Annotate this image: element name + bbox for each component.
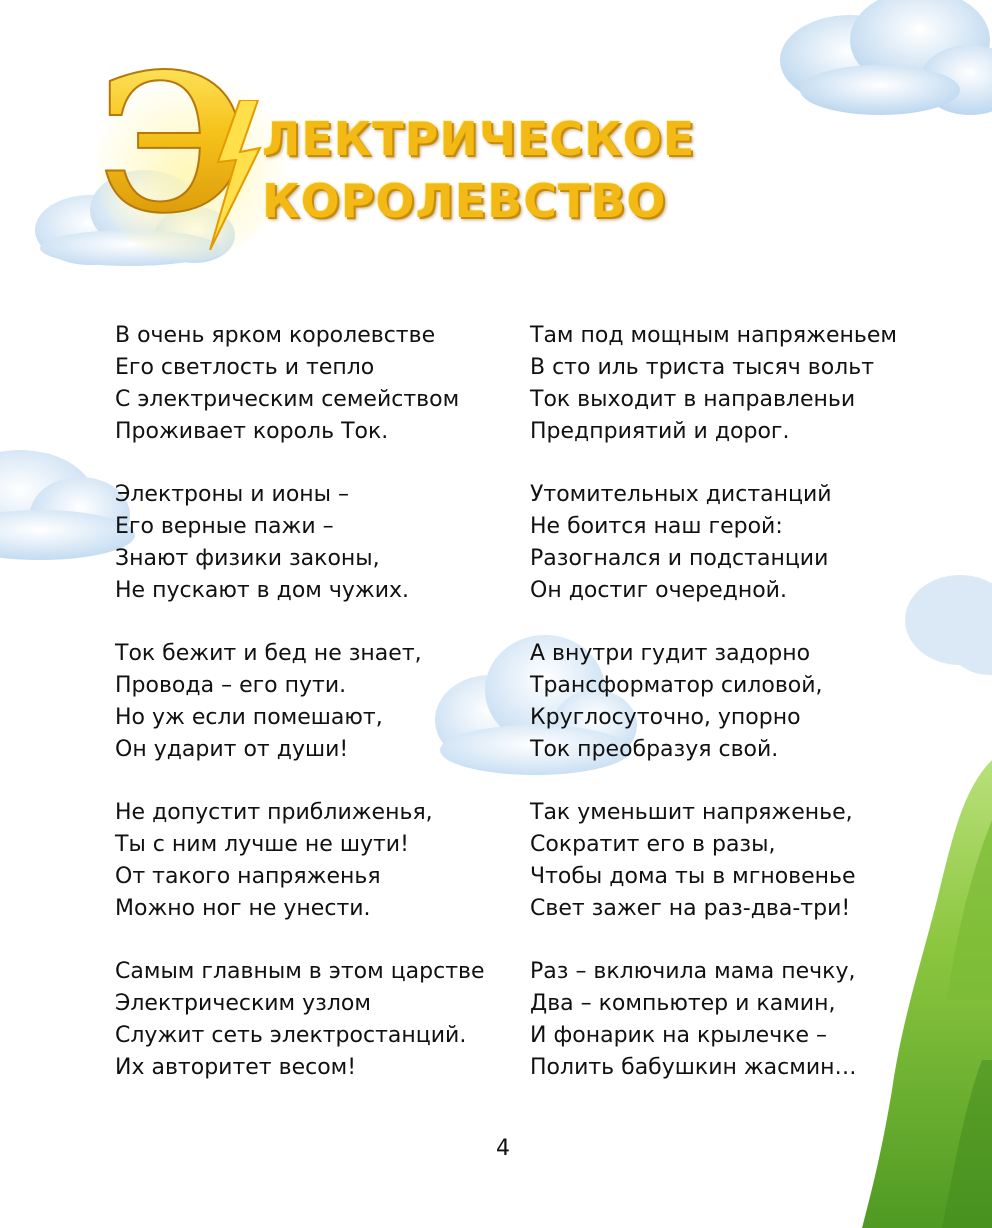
- cloud-icon: [770, 0, 992, 120]
- poem-line: Можно ног не унести.: [115, 896, 371, 921]
- stanza: [530, 797, 930, 925]
- poem-line: Ток выходит в направленьи: [530, 387, 856, 412]
- poem-line: Разогнался и подстанции: [530, 546, 829, 571]
- stanza: [115, 956, 515, 1084]
- title-line-1: ЛЕКТРИЧЕСКОЕ: [262, 112, 696, 166]
- stanza: [530, 320, 930, 448]
- poem-line: Сократит его в разы,: [530, 832, 776, 857]
- stanza: [115, 479, 515, 607]
- poem-line: Ты с ним лучше не шути!: [115, 832, 409, 857]
- lightning-icon: [200, 100, 270, 250]
- poem-line: Свет зажег на раз-два-три!: [530, 896, 851, 921]
- poem-line: Электроны и ионы –: [115, 482, 350, 507]
- poem-line: Служит сеть электростанций.: [115, 1023, 467, 1048]
- poem-line: В очень ярком королевстве: [115, 323, 436, 348]
- poem-line: Электрическим узлом: [115, 991, 371, 1016]
- poem-line: Ток преобразуя свой.: [530, 737, 779, 762]
- poem-line: Самым главным в этом царстве: [115, 959, 485, 984]
- poem-line: Предприятий и дорог.: [530, 419, 790, 444]
- poem-line: Раз – включила мама печку,: [530, 959, 856, 984]
- poem-line: Знают физики законы,: [115, 546, 380, 571]
- poem-line: Но уж если помешают,: [115, 705, 383, 730]
- poem-line: Не пускают в дом чужих.: [115, 578, 410, 603]
- page-number: 4: [496, 1136, 510, 1161]
- poem-line: Он ударит от души!: [115, 737, 349, 762]
- poem-line: Два – компьютер и камин,: [530, 991, 836, 1016]
- poem-line: Он достиг очередной.: [530, 578, 787, 603]
- poem-line: Провода – его пути.: [115, 673, 347, 698]
- title: [90, 40, 710, 270]
- poem-column-left: [115, 320, 515, 1115]
- stanza: [115, 797, 515, 925]
- poem-line: Трансформатор силовой,: [530, 673, 823, 698]
- poem-line: Так уменьшит напряженье,: [530, 800, 853, 825]
- stanza: [530, 956, 930, 1084]
- poem-line: Его светлость и тепло: [115, 355, 375, 380]
- poem-line: От такого напряженья: [115, 864, 381, 889]
- stanza: [115, 320, 515, 448]
- svg-text:Э: Э: [98, 40, 250, 255]
- title-line-2: КОРОЛЕВСТВО: [262, 174, 667, 228]
- stanza: [530, 479, 930, 607]
- poem-line: Круглосуточно, упорно: [530, 705, 801, 730]
- poem-line: Там под мощным напряженьем: [530, 323, 897, 348]
- stanza: [530, 638, 930, 766]
- poem-line: Его верные пажи –: [115, 514, 334, 539]
- poem-line: Ток бежит и бед не знает,: [115, 641, 422, 666]
- poem-line: Проживает король Ток.: [115, 419, 389, 444]
- poem-line: Чтобы дома ты в мгновенье: [530, 864, 856, 889]
- poem-line: Полить бабушкин жасмин…: [530, 1055, 857, 1080]
- poem-line: С электрическим семейством: [115, 387, 460, 412]
- poem-line: Не боится наш герой:: [530, 514, 783, 539]
- poem-line: Утомительных дистанций: [530, 482, 832, 507]
- poem-line: В сто иль триста тысяч вольт: [530, 355, 875, 380]
- poem-line: И фонарик на крылечке –: [530, 1023, 828, 1048]
- stanza: [115, 638, 515, 766]
- poem-line: Не допустит приближенья,: [115, 800, 433, 825]
- poem-line: Их авторитет весом!: [115, 1055, 357, 1080]
- poem-column-right: [530, 320, 930, 1115]
- poem-line: А внутри гудит задорно: [530, 641, 811, 666]
